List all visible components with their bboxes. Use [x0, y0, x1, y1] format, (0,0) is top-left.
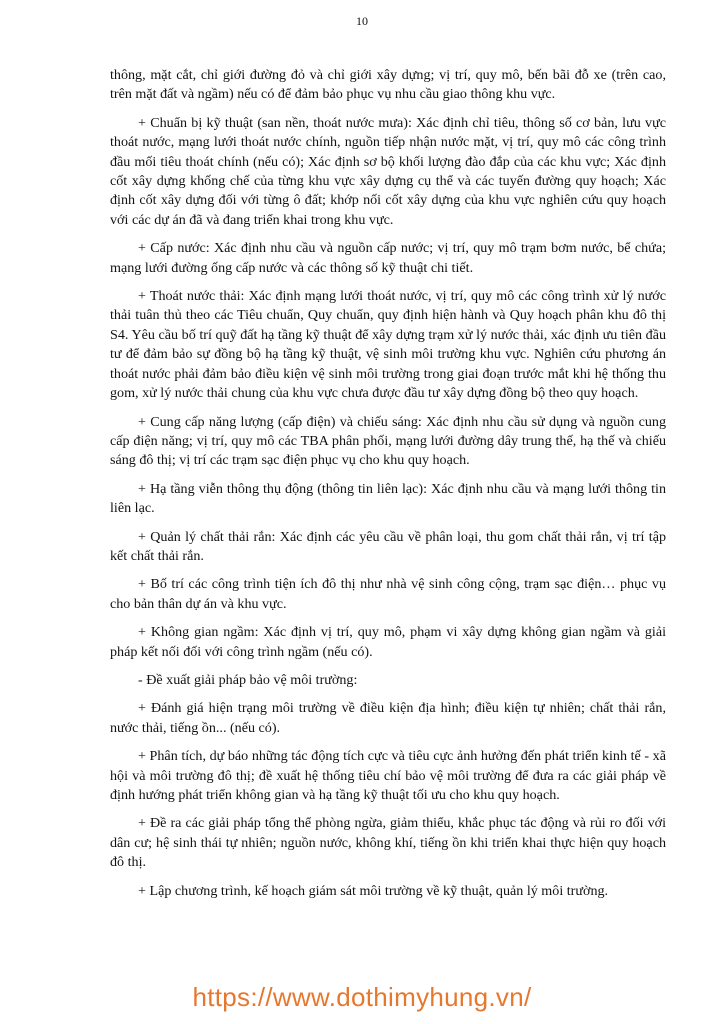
paragraph-power-lighting: + Cung cấp năng lượng (cấp điện) và chiếu sáng: Xác định nhu cầu sử dụng và nguồn cung cấp điện năng; vị trí, quy mô các TBA phân phối, mạng lưới đường dây trung thế, hạ thế và chiếu sáng đô thị; vị trí các trạm sạc điện phục vụ cho khu quy hoạch.: [110, 413, 666, 469]
paragraph-wastewater: + Thoát nước thải: Xác định mạng lưới thoát nước, vị trí, quy mô các công trình xử lý nước thải tuân thủ theo các Tiêu chuẩn, Quy chuẩn, quy định hiện hành và Quy hoạch phân khu đô thị S4. Yêu cầu bố trí quỹ đất hạ tầng kỹ thuật để xây dựng trạm xử lý nước thải, xác định ưu tiên đầu tư để đảm bảo sự đồng bộ hạ tầng kỹ thuật, vệ sinh môi trường khu vực. Nghiên cứu phương án thoát nước phải đảm bảo điều kiện vệ sinh môi trường trong giai đoạn trước mắt khi hệ thống thu gom, xử lý nước thải chung của khu vực chưa được đầu tư xây dựng đồng bộ theo quy hoạch.: [110, 288, 666, 402]
paragraph-transport-continued: thông, mặt cắt, chỉ giới đường đỏ và chỉ giới xây dựng; vị trí, quy mô, bến bãi đỗ xe (trên cao, trên mặt đất và ngầm) nếu có để đảm bảo phục vụ nhu cầu giao thông khu vực.: [110, 67, 666, 103]
paragraph-technical-preparation: + Chuẩn bị kỹ thuật (san nền, thoát nước mưa): Xác định chỉ tiêu, thông số cơ bản, lưu vực thoát nước, mạng lưới thoát nước chính, nguồn tiếp nhận nước mặt, vị trí, quy mô các công trình đầu mối tiêu thoát chính (nếu có); Xác định sơ bộ khối lượng đào đắp của các khu vực; Xác định cốt xây dựng khống chế của từng khu vực xây dựng cụ thể và các tuyến đường quy hoạch; Xác định cốt xây dựng đối với từng ô đất; khớp nối cốt xây dựng của khu vực nghiên cứu quy hoạch với các dự án đã và đang triển khai trong khu vực.: [110, 114, 666, 228]
paragraph-environment-heading: - Đề xuất giải pháp bảo vệ môi trường:: [138, 671, 358, 688]
paragraph-monitoring: + Lập chương trình, kế hoạch giám sát môi trường về kỹ thuật, quản lý môi trường.: [138, 882, 609, 899]
paragraph-underground-space: + Không gian ngầm: Xác định vị trí, quy mô, phạm vi xây dựng không gian ngầm và giải pháp kết nối đối với công trình ngầm (nếu có).: [110, 624, 666, 660]
paragraph-solid-waste: + Quản lý chất thải rắn: Xác định các yêu cầu về phân loại, thu gom chất thải rắn, vị trí tập kết chất thải rắn.: [110, 528, 666, 564]
document-body: [110, 66, 666, 910]
website-watermark: https://www.dothimyhung.vn/: [192, 982, 532, 1012]
page-number: 10: [356, 14, 368, 28]
paragraph-impact-analysis: + Phân tích, dự báo những tác động tích cực và tiêu cực ảnh hưởng đến phát triển kinh tế - xã hội và môi trường đô thị; đề xuất hệ thống tiêu chí bảo vệ môi trường để đưa ra các giải pháp về định hướng phát triển không gian và hạ tầng kỹ thuật tối ưu cho khu quy hoạch.: [110, 748, 666, 803]
paragraph-water-supply: + Cấp nước: Xác định nhu cầu và nguồn cấp nước; vị trí, quy mô trạm bơm nước, bể chứa; mạng lưới đường ống cấp nước và các thông số kỹ thuật chi tiết.: [110, 240, 666, 276]
paragraph-telecom: + Hạ tầng viễn thông thụ động (thông tin liên lạc): Xác định nhu cầu và mạng lưới thông tin liên lạc.: [110, 480, 666, 517]
paragraph-environment-assessment: + Đánh giá hiện trạng môi trường về điều kiện địa hình; điều kiện tự nhiên; chất thải rắn, nước thải, tiếng ồn... (nếu có).: [110, 700, 666, 736]
paragraph-mitigation: + Đề ra các giải pháp tổng thể phòng ngừa, giảm thiểu, khắc phục tác động và rủi ro đối với dân cư; hệ sinh thái tự nhiên; nguồn nước, không khí, tiếng ồn khi triển khai thực hiện quy hoạch đô thị.: [110, 815, 666, 871]
paragraph-utilities: + Bố trí các công trình tiện ích đô thị như nhà vệ sinh công cộng, trạm sạc điện… phục vụ cho bản thân dự án và khu vực.: [110, 576, 666, 612]
